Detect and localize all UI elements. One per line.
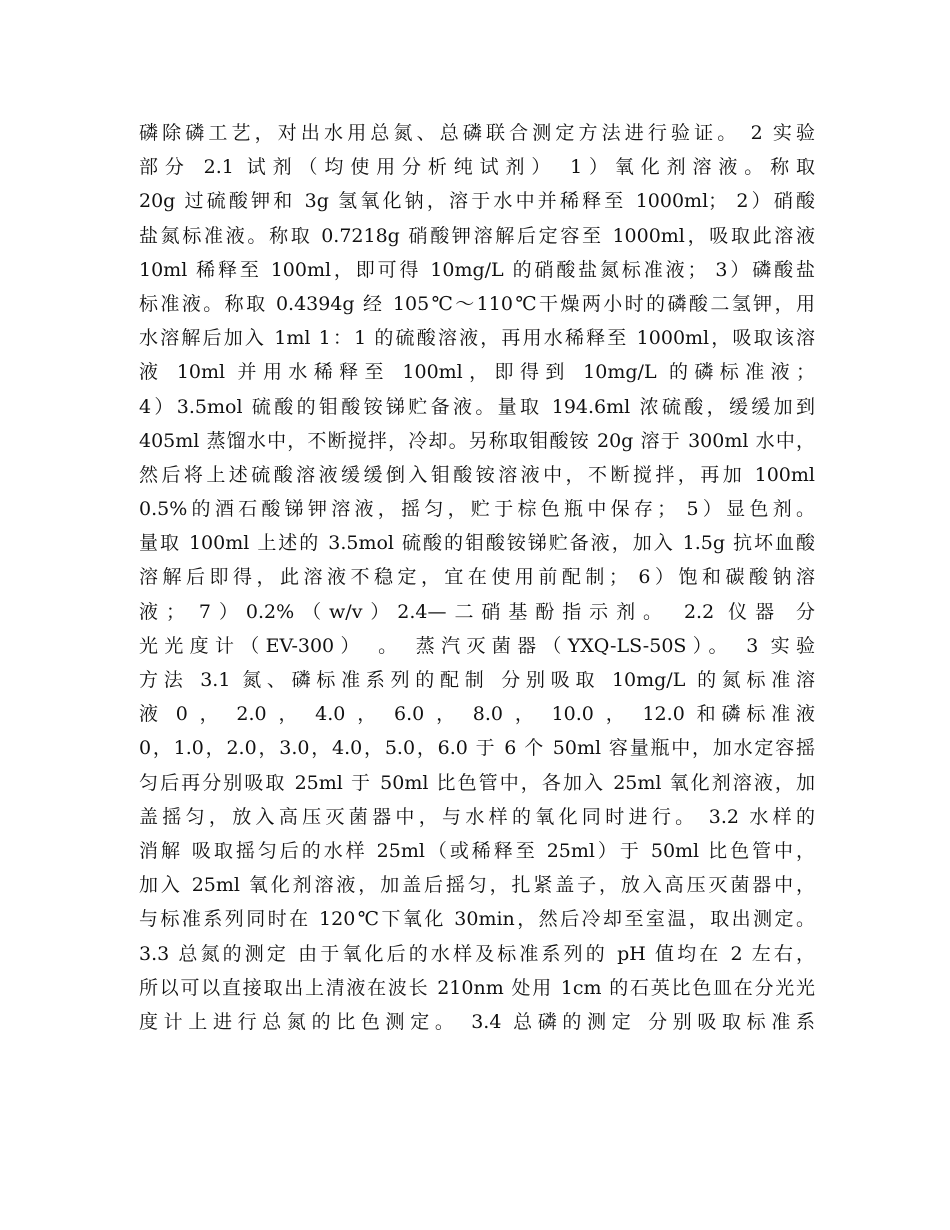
text-line: 液 10ml 并用水稀释至 100ml，即得到 10mg/L 的磷标准液； bbox=[139, 361, 815, 384]
text-line: 405ml 蒸馏水中，不断搅拌，冷却。另称取钼酸铵 20g 溶于 300ml 水中， bbox=[139, 429, 815, 452]
text-line: 部分 2.1 试剂（均使用分析纯试剂） 1）氧化剂溶液。称取 bbox=[139, 156, 815, 179]
text-line: 盐氮标准液。称取 0.7218g 硝酸钾溶解后定容至 1000ml，吸取此溶液 bbox=[139, 224, 815, 247]
text-line: 匀后再分别吸取 25ml 于 50ml 比色管中，各加入 25ml 氧化剂溶液，加 bbox=[139, 771, 815, 794]
text-line: 0.5%的酒石酸锑钾溶液，摇匀，贮于棕色瓶中保存； 5）显色剂。 bbox=[139, 498, 815, 521]
text-line: 水溶解后加入 1ml 1：1 的硫酸溶液，再用水稀释至 1000ml，吸取该溶 bbox=[139, 327, 815, 350]
text-line: 光光度计（EV-300） 。 蒸汽灭菌器（YXQ-LS-50S）。 3 实验 bbox=[139, 634, 815, 657]
text-line: 4）3.5mol 硫酸的钼酸铵锑贮备液。量取 194.6ml 浓硫酸，缓缓加到 bbox=[139, 395, 815, 418]
text-line: 0，1.0，2.0，3.0，4.0，5.0，6.0 于 6 个 50ml 容量瓶中，加水定容摇 bbox=[139, 737, 815, 760]
text-line: 盖摇匀，放入高压灭菌器中，与水样的氧化同时进行。 3.2 水样的 bbox=[139, 805, 815, 828]
text-line: 3.3 总氮的测定 由于氧化后的水样及标准系列的 pH 值均在 2 左右， bbox=[139, 942, 815, 965]
text-line: 加入 25ml 氧化剂溶液，加盖后摇匀，扎紧盖子，放入高压灭菌器中， bbox=[139, 874, 815, 897]
text-line: 标准液。称取 0.4394g 经 105℃～110℃干燥两小时的磷酸二氢钾，用 bbox=[139, 292, 815, 315]
text-line: 10ml 稀释至 100ml，即可得 10mg/L 的硝酸盐氮标准液； 3）磷酸盐 bbox=[139, 258, 815, 281]
text-line: 度计上进行总氮的比色测定。 3.4 总磷的测定 分别吸取标准系 bbox=[139, 1010, 815, 1033]
text-line: 液； 7）0.2%（w/v）2.4—二硝基酚指示剂。 2.2 仪器 分 bbox=[139, 600, 815, 623]
text-line: 磷除磷工艺，对出水用总氮、总磷联合测定方法进行验证。 2 实验 bbox=[139, 122, 815, 144]
body-text bbox=[139, 116, 815, 1039]
text-line: 消解 吸取摇匀后的水样 25ml（或稀释至 25ml）于 50ml 比色管中， bbox=[139, 839, 815, 862]
text-line: 方法 3.1 氮、磷标准系列的配制 分别吸取 10mg/L 的氮标准溶 bbox=[139, 669, 815, 691]
text-line: 量取 100ml 上述的 3.5mol 硫酸的钼酸铵锑贮备液，加入 1.5g 抗坏血酸 bbox=[139, 532, 815, 555]
text-line: 液 0 ， 2.0 ， 4.0 ， 6.0 ， 8.0 ， 10.0 ， 12.0 和磷标准液 bbox=[139, 703, 815, 726]
text-line: 所以可以直接取出上清液在波长 210nm 处用 1cm 的石英比色皿在分光光 bbox=[139, 976, 815, 999]
text-line: 20g 过硫酸钾和 3g 氢氧化钠，溶于水中并稀释至 1000ml； 2）硝酸 bbox=[139, 190, 815, 213]
text-line: 然后将上述硫酸溶液缓缓倒入钼酸铵溶液中，不断搅拌，再加 100ml bbox=[139, 463, 815, 486]
text-line: 与标准系列同时在 120℃下氧化 30min，然后冷却至室温，取出测定。 bbox=[139, 908, 815, 931]
text-line: 溶解后即得，此溶液不稳定，宜在使用前配制； 6）饱和碳酸钠溶 bbox=[139, 566, 815, 589]
